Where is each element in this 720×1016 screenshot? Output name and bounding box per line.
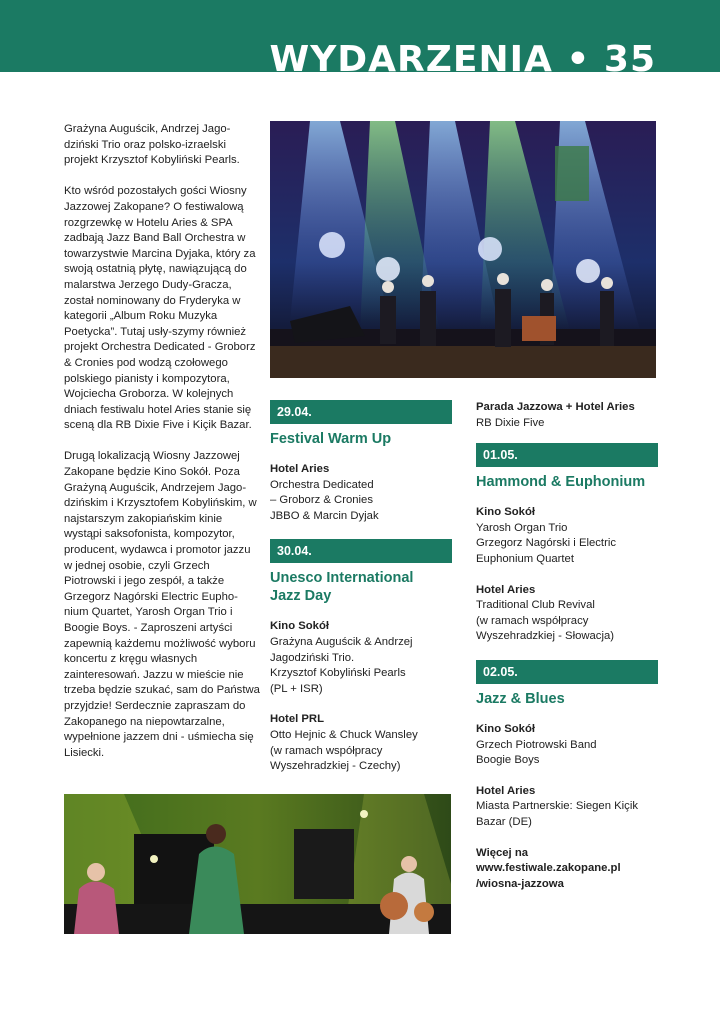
venue-name: Hotel Aries (476, 784, 536, 797)
event-title: Hammond & Euphonium (476, 474, 646, 491)
more-info-link[interactable]: Więcej na www.festiwale.zakopane.pl /wiosna-jazzowa (476, 846, 621, 890)
venue-name: Hotel PRL (270, 713, 324, 726)
performers: Miasta Partnerskie: Siegen Kiçik Bazar (DE) (476, 800, 638, 828)
event-title: Festival Warm Up (270, 431, 392, 447)
venue-name: Hotel Aries (270, 463, 330, 475)
venue-name: Kino Sokół (476, 722, 535, 735)
performers: Otto Hejnic & Chuck Wansley (w ramach współpracy Wyszehradzkiej - Czechy) (270, 728, 418, 773)
page-header (0, 0, 720, 72)
intro-text (64, 122, 260, 777)
band-performance-photo (64, 794, 451, 934)
date-bar: 30.04. (270, 539, 452, 563)
intro-paragraph: Drugą lokalizacją Wiosny Jazzowej Zakopane będzie Kino Sokół. Poza Grażyną Auguścik, Andrzejem Jago-dzińskim i Krzysztofem Kobylińskim, w najstarszym zakopiańskim kinie wystąpi saksofonista, kompozytor, producent, wydawca i promotor jazzu w jednej osobie, czyli Grzech Piotrowski i jego zespół, a także Grzegorz Nagórski Electric Eupho-nium Quartet, Yarosh Organ Trio i Boogie Boys. - Zaproszeni artyści zapewnią każdemu możliwość wyboru koncertu z kręgu własnych zainteresowań. Jazzu w mieście nie trzeba będzie szukać, sam do Państwa przyjdzie! Serdecznie zapraszam do Zakopanego na niepowtarzalne, wypełnione jazzem dni - uśmiecha się Lisiecki. (64, 450, 260, 759)
stage-concert-photo (270, 121, 656, 378)
event-title: Jazz & Blues (476, 690, 565, 707)
event-title: Unesco International Jazz Day (270, 570, 414, 605)
performers: Yarosh Organ Trio Grzegorz Nagórski i Electric Euphonium Quartet (476, 521, 616, 565)
performers: Grażyna Auguścik & Andrzej Jagodziński Trio. Krzysztof Kobyliński Pearls (PL + ISR) (270, 635, 413, 695)
schedule-column-middle (270, 400, 452, 790)
performers: Grzech Piotrowski Band Boogie Boys (476, 738, 597, 767)
venue-name: Kino Sokół (270, 620, 329, 633)
page-title: WYDARZENIA • 35 (269, 39, 656, 72)
date-bar: 02.05. (476, 660, 658, 684)
date-bar: 29.04. (270, 400, 452, 424)
intro-paragraph: Kto wśród pozostałych gości Wiosny Jazzowej Zakopane? O festiwalową rozgrzewkę w Hotelu Aries & SPA zadbają Jazz Band Ball Orchestra w towarzystwie Marcina Dyjaka, który za swoją ostatnią płytę, nawiązującą do malarstwa Jerzego Dudy-Gracza, został nominowany do Fryderyka w kategorii „Album Roku Muzyka Poetycka”. Tutaj usły-szymy również projekt Orchestra Dedicated - Groborz & Cronies pod wodzą czołowego polskiego pianisty i kompozytora, Wojciecha Groborza. W kolejnych dniach festiwalu hotel Aries stanie się sceną dla RB Dixie Five i Kiçik Bazar. (64, 185, 256, 432)
performers: Orchestra Dedicated – Groborz & Cronies JBBO & Marcin Dyjak (270, 478, 379, 522)
venue-name: Parada Jazzowa + Hotel Aries (476, 401, 635, 413)
venue-name: Kino Sokół (476, 506, 535, 519)
intro-paragraph: Grażyna Auguścik, Andrzej Jago-dziński Trio oraz polsko-izraelski projekt Krzysztof Kobyliński Pearls. (64, 123, 240, 167)
date-bar: 01.05. (476, 443, 658, 467)
venue-name: Hotel Aries (476, 583, 536, 596)
performers: Traditional Club Revival (w ramach współpracy Wyszehradzkiej - Słowacja) (476, 599, 615, 643)
performers: RB Dixie Five (476, 416, 545, 429)
schedule-column-right (476, 400, 658, 892)
